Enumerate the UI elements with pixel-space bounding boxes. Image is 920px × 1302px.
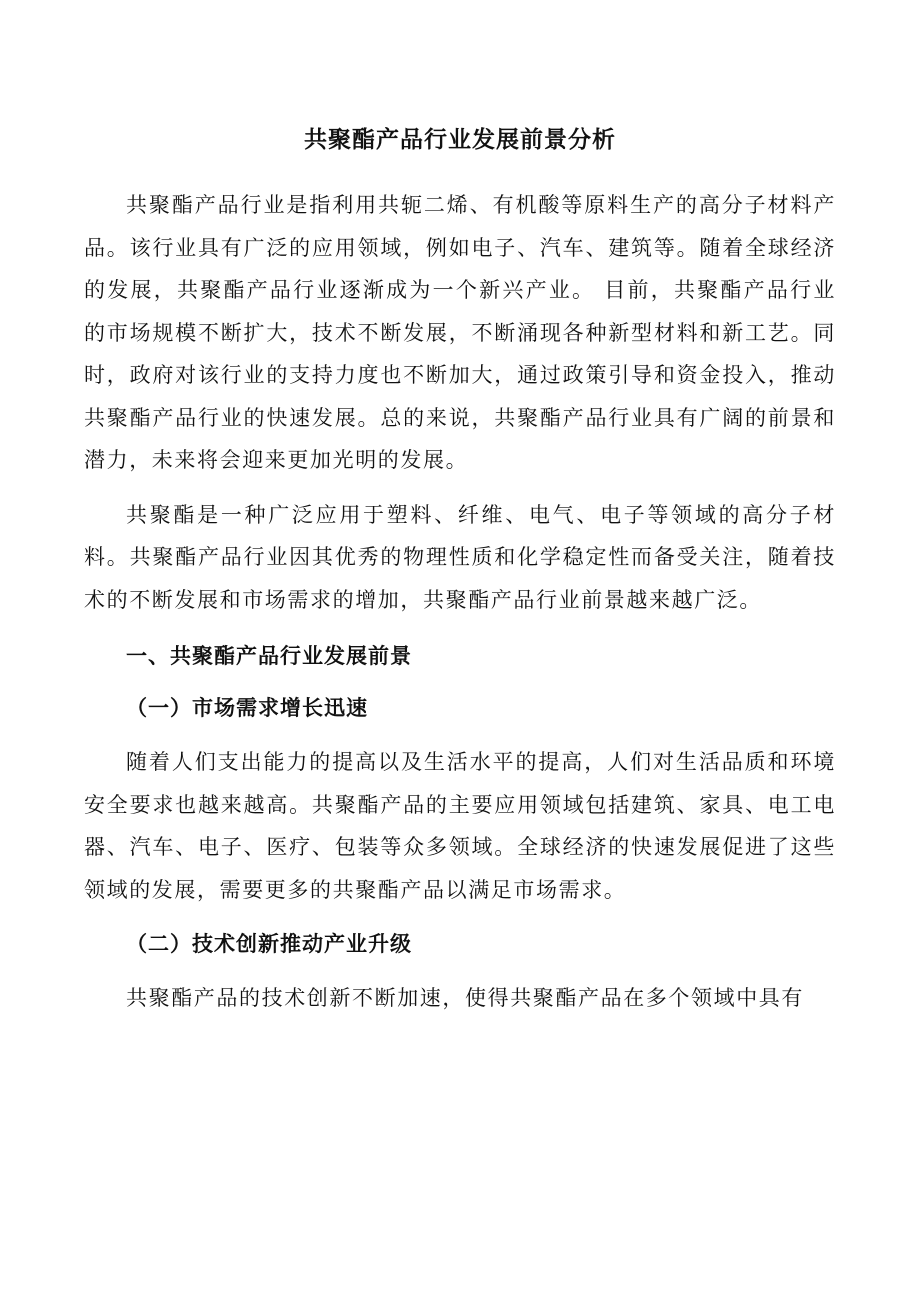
section-heading: 一、共聚酯产品行业发展前景 bbox=[126, 644, 412, 668]
subsection-heading-1: （一）市场需求增长迅速 bbox=[126, 695, 368, 720]
subsection-paragraph-1: 随着人们支出能力的提高以及生活水平的提高，人们对生活品质和环境安全要求也越来越高。共聚酯产品的主要应用领域包括建筑、家具、电工电器、汽车、电子、医疗、包装等众多领域。全球经济的快速发展促进了这些领域的发展，需要更多的共聚酯产品以满足市场需求。 bbox=[84, 750, 836, 902]
intro-paragraph-2: 共聚酯是一种广泛应用于塑料、纤维、电气、电子等领域的高分子材料。共聚酯产品行业因其优秀的物理性质和化学稳定性而备受关注，随着技术的不断发展和市场需求的增加，共聚酯产品行业前景越来越广泛。 bbox=[84, 502, 836, 612]
intro-paragraph-1: 共聚酯产品行业是指利用共轭二烯、有机酸等原料生产的高分子材料产品。该行业具有广泛的应用领域，例如电子、汽车、建筑等。随着全球经济的发展，共聚酯产品行业逐渐成为一个新兴产业。 目前，共聚酯产品行业的市场规模不断扩大，技术不断发展，不断涌现各种新型材料和新工艺。同时，政府对该行业的支持力度也不断加大，通过政策引导和资金投入，推动共聚酯产品行业的快速发展。总的来说，共聚酯产品行业具有广阔的前景和潜力，未来将会迎来更加光明的发展。 bbox=[84, 193, 836, 472]
document-title: 共聚酯产品行业发展前景分析 bbox=[304, 127, 616, 153]
subsection-paragraph-2: 共聚酯产品的技术创新不断加速，使得共聚酯产品在多个领域中具有 bbox=[126, 986, 804, 1010]
subsection-heading-2: （二）技术创新推动产业升级 bbox=[126, 931, 412, 956]
document-page bbox=[84, 118, 836, 1032]
